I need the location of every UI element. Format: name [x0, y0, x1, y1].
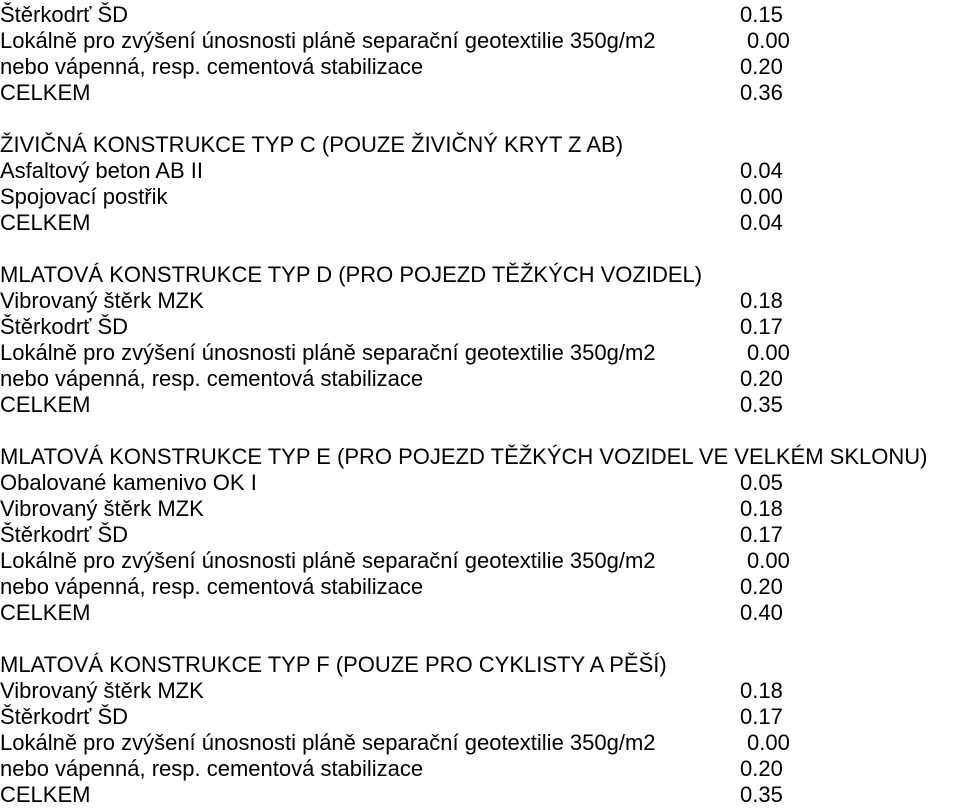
material-row	[0, 54, 960, 80]
material-label: Lokálně pro zvýšení únosnosti pláně separační geotextilie 350g/m2	[0, 340, 656, 365]
total-value: 0.04	[740, 210, 783, 235]
material-row	[0, 574, 960, 600]
material-row	[0, 678, 960, 704]
thickness-value: 0.17	[740, 522, 783, 547]
material-label: nebo vápenná, resp. cementová stabilizace	[0, 574, 424, 599]
material-row	[0, 184, 960, 210]
material-label: Štěrkodrť ŠD	[0, 704, 129, 729]
material-row	[0, 704, 960, 730]
thickness-value: 0.04	[740, 158, 783, 183]
total-label: CELKEM	[0, 80, 91, 105]
section-heading-text: MLATOVÁ KONSTRUKCE TYP D (PRO POJEZD TĚŽKÝCH VOZIDEL)	[0, 262, 703, 287]
material-label: Vibrovaný štěrk MZK	[0, 678, 204, 703]
thickness-value: 0.05	[740, 470, 783, 495]
total-label: CELKEM	[0, 600, 91, 625]
material-row	[0, 756, 960, 782]
material-label: Obalované kamenivo OK I	[0, 470, 257, 495]
thickness-value: 0.20	[740, 54, 783, 79]
thickness-value: 0.18	[740, 678, 783, 703]
thickness-value: 0.00	[747, 28, 790, 53]
total-value: 0.40	[740, 600, 783, 625]
section-spacer	[0, 418, 960, 444]
section-heading-text: MLATOVÁ KONSTRUKCE TYP E (PRO POJEZD TĚŽKÝCH VOZIDEL VE VELKÉM SKLONU)	[0, 444, 928, 469]
thickness-value: 0.00	[747, 340, 790, 365]
material-row	[0, 158, 960, 184]
material-row	[0, 314, 960, 340]
material-row	[0, 496, 960, 522]
material-row	[0, 782, 960, 808]
thickness-value: 0.00	[747, 730, 790, 755]
material-label: Spojovací postřik	[0, 184, 168, 209]
material-label: nebo vápenná, resp. cementová stabilizace	[0, 366, 424, 391]
section-heading	[0, 132, 960, 158]
material-row	[0, 210, 960, 236]
section-spacer	[0, 236, 960, 262]
material-row	[0, 2, 960, 28]
material-row	[0, 366, 960, 392]
material-label: Štěrkodrť ŠD	[0, 522, 129, 547]
total-value: 0.36	[740, 80, 783, 105]
total-label: CELKEM	[0, 210, 91, 235]
material-label: Štěrkodrť ŠD	[0, 2, 129, 27]
material-label: Vibrovaný štěrk MZK	[0, 496, 204, 521]
thickness-value: 0.17	[740, 704, 783, 729]
material-label: Lokálně pro zvýšení únosnosti pláně separační geotextilie 350g/m2	[0, 548, 656, 573]
material-row	[0, 522, 960, 548]
section-heading-text: ŽIVIČNÁ KONSTRUKCE TYP C (POUZE ŽIVIČNÝ KRYT Z AB)	[0, 132, 624, 157]
section-heading-text: MLATOVÁ KONSTRUKCE TYP F (POUZE PRO CYKLISTY A PĚŠÍ)	[0, 652, 667, 677]
thickness-value: 0.17	[740, 314, 783, 339]
material-row	[0, 548, 960, 574]
material-label: Asfaltový beton AB II	[0, 158, 204, 183]
material-label: nebo vápenná, resp. cementová stabilizace	[0, 54, 424, 79]
material-row	[0, 288, 960, 314]
material-row	[0, 80, 960, 106]
thickness-value: 0.20	[740, 366, 783, 391]
section-spacer	[0, 626, 960, 652]
document-body	[0, 2, 960, 808]
material-label: Štěrkodrť ŠD	[0, 314, 129, 339]
section-heading	[0, 262, 960, 288]
material-row	[0, 730, 960, 756]
material-row	[0, 28, 960, 54]
material-row	[0, 470, 960, 496]
thickness-value: 0.15	[740, 2, 783, 27]
thickness-value: 0.18	[740, 288, 783, 313]
total-label: CELKEM	[0, 782, 91, 807]
section-spacer	[0, 106, 960, 132]
thickness-value: 0.20	[740, 756, 783, 781]
thickness-value: 0.20	[740, 574, 783, 599]
material-row	[0, 340, 960, 366]
material-row	[0, 392, 960, 418]
material-row	[0, 600, 960, 626]
material-label: nebo vápenná, resp. cementová stabilizace	[0, 756, 424, 781]
total-label: CELKEM	[0, 392, 91, 417]
total-value: 0.35	[740, 782, 783, 807]
total-value: 0.35	[740, 392, 783, 417]
thickness-value: 0.18	[740, 496, 783, 521]
thickness-value: 0.00	[747, 548, 790, 573]
thickness-value: 0.00	[740, 184, 783, 209]
material-label: Lokálně pro zvýšení únosnosti pláně separační geotextilie 350g/m2	[0, 730, 656, 755]
section-heading	[0, 652, 960, 678]
material-label: Vibrovaný štěrk MZK	[0, 288, 204, 313]
section-heading	[0, 444, 960, 470]
material-label: Lokálně pro zvýšení únosnosti pláně separační geotextilie 350g/m2	[0, 28, 656, 53]
